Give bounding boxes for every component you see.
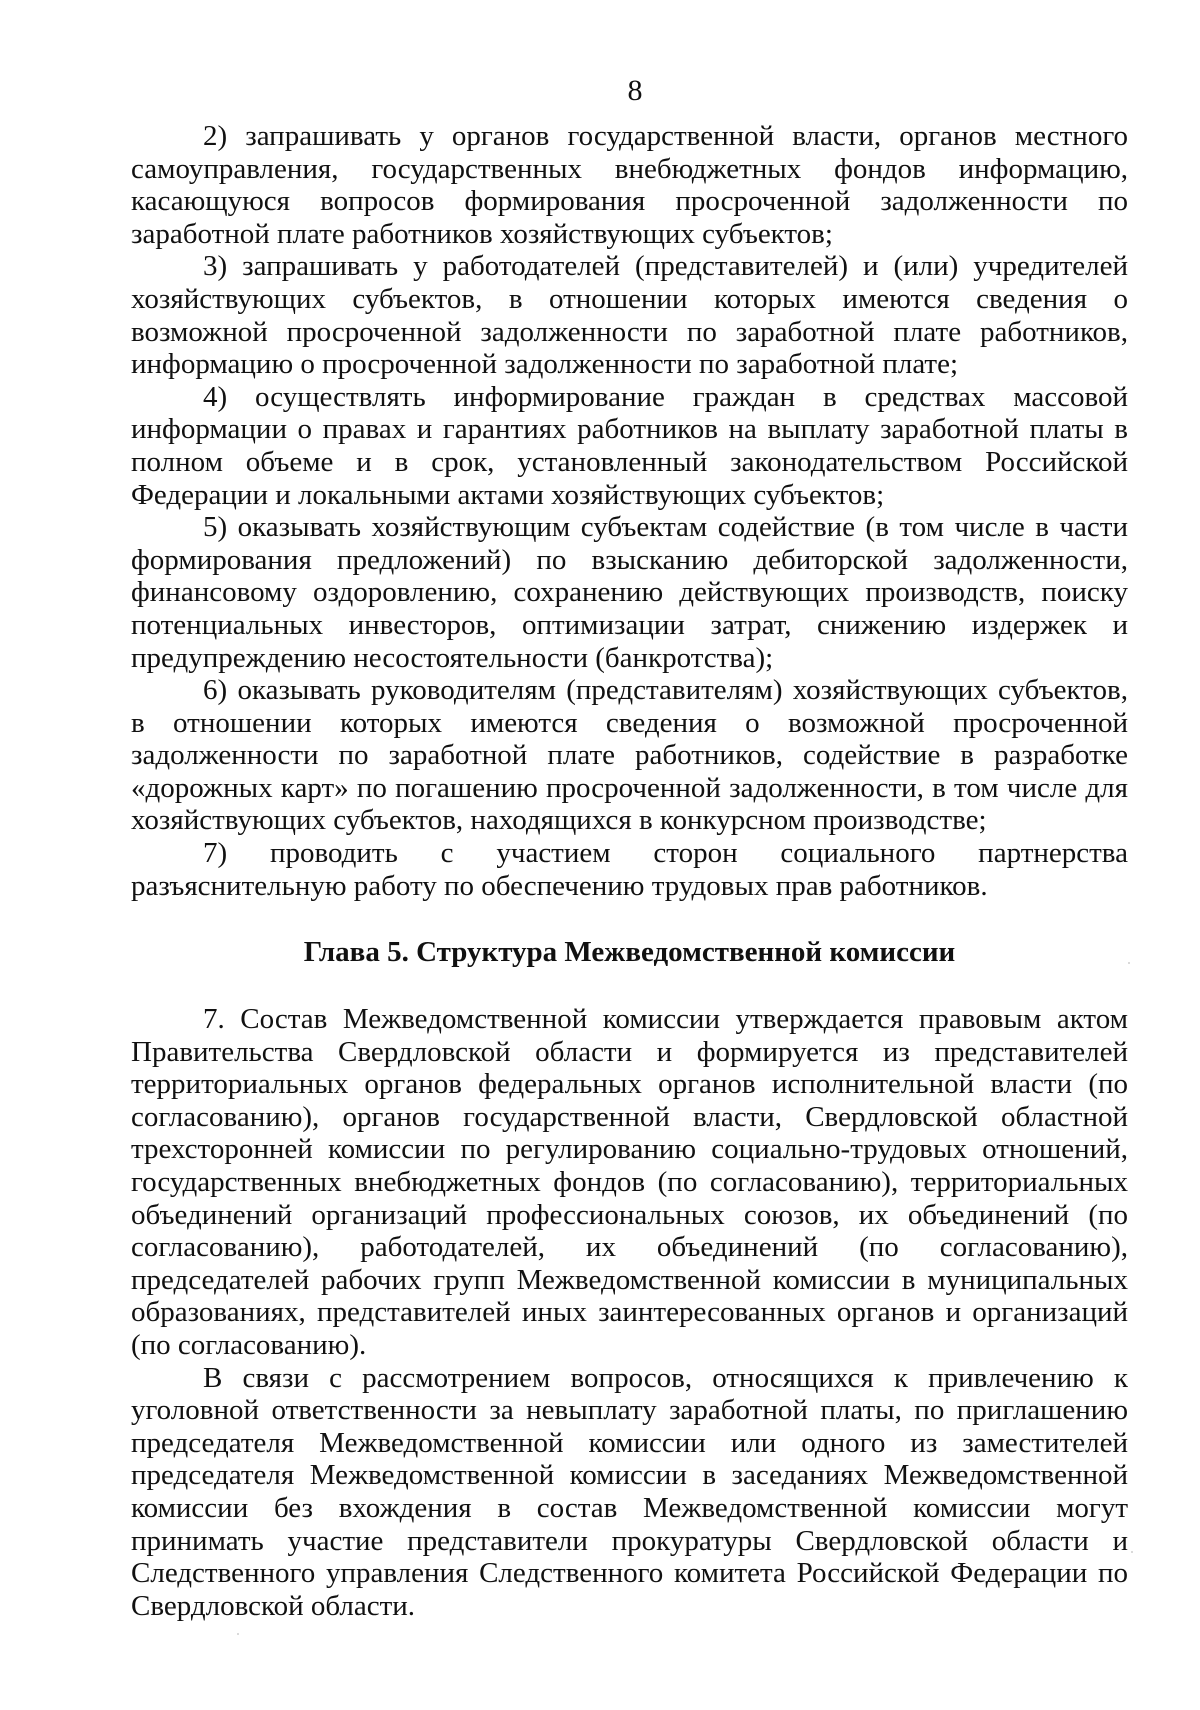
structure-section	[131, 1003, 1128, 1622]
scan-speck	[1128, 962, 1130, 964]
paragraph-invitation: В связи с рассмотрением вопросов, относящихся к привлечению к уголовной ответственности за невыплату заработной платы, по приглашению председателя Межведомственной комиссии или одного из заместителей председателя Межведомственной комиссии в заседаниях Межведомственной комиссии без вхождения в состав Межведомственной комиссии могут принимать участие представители прокуратуры Свердловской области и Следственного управления Следственного комитета Российской Федерации по Свердловской области.	[131, 1361, 1128, 1622]
scan-speck	[1131, 1551, 1133, 1553]
list-item-2: 2) запрашивать у органов государственной власти, органов местного самоуправления, государственных внебюджетных фондов информацию, касающуюся вопросов формирования просроченной задолженности по заработной плате работников хозяйствующих субъектов;	[131, 120, 1128, 250]
powers-list	[131, 120, 1128, 902]
paragraph-7: 7. Состав Межведомственной комиссии утверждается правовым актом Правительства Свердловской области и формируется из представителей территориальных органов федеральных органов исполнительной власти (по согласованию), органов государственной власти, Свердловской областной трехсторонней комиссии по регулированию социально-трудовых отношений, государственных внебюджетных фондов (по согласованию), территориальных объединений организаций профессиональных союзов, их объединений (по согласованию), работодателей, их объединений (по согласованию), председателей рабочих групп Межведомственной комиссии в муниципальных образованиях, представителей иных заинтересованных органов и организаций (по согласованию).	[131, 1003, 1128, 1361]
list-item-6: 6) оказывать руководителям (представителям) хозяйствующих субъектов, в отношении которых имеются сведения о возможной просроченной задолженности по заработной плате работников, содействие в разработке «дорожных карт» по погашению просроченной задолженности, в том числе для хозяйствующих субъектов, находящихся в конкурсном производстве;	[131, 674, 1128, 837]
chapter-heading: Глава 5. Структура Межведомственной комиссии	[303, 936, 956, 968]
list-item-3: 3) запрашивать у работодателей (представителей) и (или) учредителей хозяйствующих субъектов, в отношении которых имеются сведения о возможной просроченной задолженности по заработной плате работников, информацию о просроченной задолженности по заработной плате;	[131, 250, 1128, 381]
list-item-7: 7) проводить с участием сторон социального партнерства разъяснительную работу по обеспечению трудовых прав работников.	[131, 837, 1128, 902]
list-item-5: 5) оказывать хозяйствующим субъектам содействие (в том числе в части формирования предложений) по взысканию дебиторской задолженности, финансовому оздоровлению, сохранению действующих производств, поиску потенциальных инвесторов, оптимизации затрат, снижению издержек и предупреждению несостоятельности (банкротства);	[131, 511, 1128, 674]
page-number: 8	[627, 74, 643, 107]
scan-speck	[237, 1633, 239, 1635]
list-item-4: 4) осуществлять информирование граждан в средствах массовой информации о правах и гарантиях работников на выплату заработной платы в полном объеме и в срок, установленный законодательством Российской Федерации и локальными актами хозяйствующих субъектов;	[131, 380, 1128, 511]
